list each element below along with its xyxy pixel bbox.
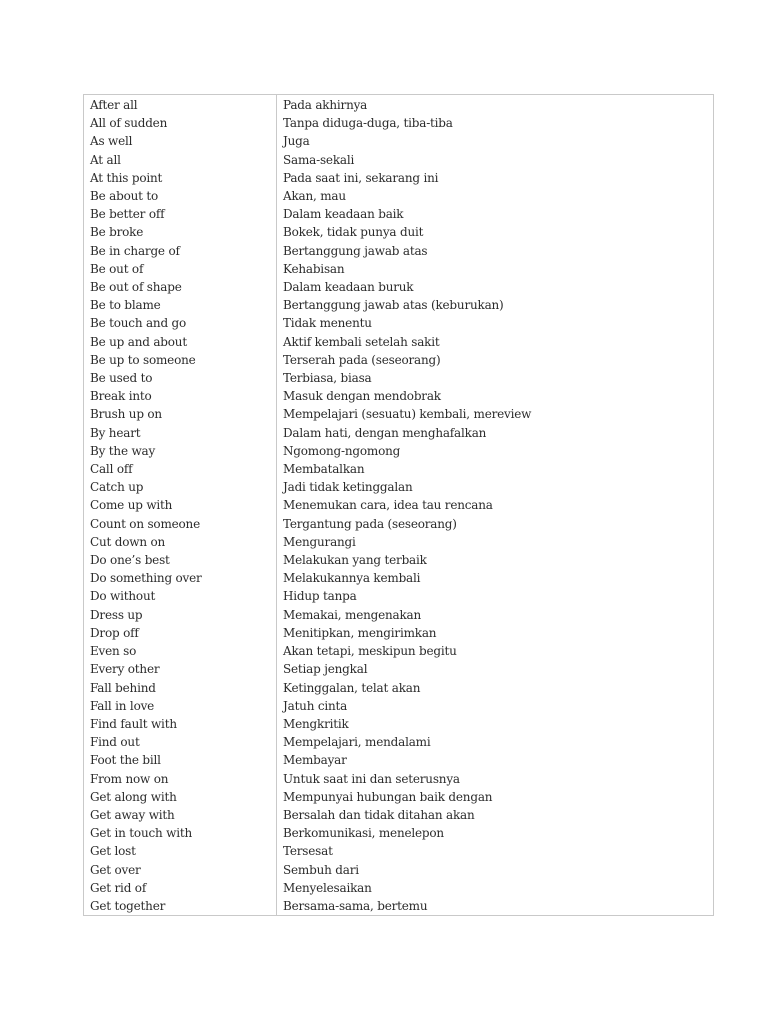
table-row [84,442,714,460]
idiom-term-cell: Dress up [84,606,277,624]
idiom-meaning-cell: Menemukan cara, idea tau rencana [283,498,493,513]
table-row [84,660,714,678]
table-row [84,897,714,916]
idiom-term-cell: Get lost [84,842,277,860]
idiom-term-cell: Fall in love [84,697,277,715]
table-row [84,697,714,715]
table-row [84,387,714,405]
idiom-term-cell: At this point [84,169,277,187]
table-row [84,496,714,514]
idiom-meaning-cell: Terserah pada (seseorang) [283,352,441,367]
idiom-meaning-cell: Mempunyai hubungan baik dengan [283,789,493,804]
table-row [84,751,714,769]
idiom-meaning-cell: Bersama-sama, bertemu [283,898,428,913]
idiom-meaning-cell: Akan tetapi, meskipun begitu [283,644,457,659]
table-row [84,260,714,278]
table-row [84,424,714,442]
table-row [84,314,714,332]
idiom-term-cell: Find out [84,733,277,751]
table-row [84,587,714,605]
table-row [84,806,714,824]
idiom-term-cell: At all [84,151,277,169]
idiom-term-cell: Get rid of [84,879,277,897]
idiom-term-cell: Do something over [84,569,277,587]
idiom-term-cell: Drop off [84,624,277,642]
idiom-term-cell: Be up to someone [84,351,277,369]
idiom-term-cell: Be touch and go [84,314,277,332]
table-row [84,351,714,369]
table-row [84,296,714,314]
idiom-meaning-cell: Bertanggung jawab atas (keburukan) [283,298,504,313]
idiom-term-cell: Get over [84,861,277,879]
idiom-term-cell: Be used to [84,369,277,387]
table-row [84,205,714,223]
idiom-meaning-cell: Tergantung pada (seseorang) [283,516,457,531]
idiom-meaning-cell: Menitipkan, mengirimkan [283,625,437,640]
idiom-meaning-cell: Pada akhirnya [283,98,368,112]
idiom-term-cell: Get along with [84,788,277,806]
idiom-term-cell: As well [84,132,277,150]
idiom-term-cell: Break into [84,387,277,405]
table-row [84,533,714,551]
table-row [84,278,714,296]
table-row [84,369,714,387]
idiom-term-cell: Come up with [84,496,277,514]
table-row [84,515,714,533]
idiom-meaning-cell: Mengurangi [283,534,356,549]
idiom-term-cell: Every other [84,660,277,678]
idiom-meaning-cell: Membayar [283,753,347,768]
idiom-meaning-cell: Melakukan yang terbaik [283,553,427,568]
idiom-term-cell: Get away with [84,806,277,824]
idiom-term-cell: Brush up on [84,405,277,423]
idiom-meaning-cell: Aktif kembali setelah sakit [283,334,440,349]
idiom-meaning-cell: Untuk saat ini dan seterusnya [283,771,460,786]
idiom-meaning-cell: Tersesat [283,844,333,859]
idiom-term-cell: By heart [84,424,277,442]
idiom-term-cell: Get in touch with [84,824,277,842]
table-row [84,223,714,241]
idiom-meaning-cell: Menyelesaikan [283,880,372,895]
idiom-meaning-cell: Bersalah dan tidak ditahan akan [283,807,475,822]
table-row [84,242,714,260]
idiom-meaning-cell: Ketinggalan, telat akan [283,680,421,695]
idiom-term-cell: Be broke [84,223,277,241]
idiom-meaning-cell: Dalam keadaan baik [283,207,404,222]
table-row [84,624,714,642]
table-row [84,715,714,733]
table-row [84,606,714,624]
idiom-meaning-cell: Sama-sekali [283,152,355,167]
table-row [84,551,714,569]
table-row [84,460,714,478]
idiom-term-cell: Be out of shape [84,278,277,296]
table-row [84,824,714,842]
idiom-meaning-cell: Dalam keadaan buruk [283,280,414,295]
idiom-term-cell: Do without [84,587,277,605]
table-row [84,132,714,150]
table-row [84,733,714,751]
idiom-meaning-cell: Tidak menentu [283,316,372,331]
idiom-table [83,94,714,916]
table-row [84,95,714,115]
table-row [84,842,714,860]
idiom-meaning-cell: Dalam hati, dengan menghafalkan [283,425,487,440]
idiom-term-cell: By the way [84,442,277,460]
table-row [84,879,714,897]
idiom-meaning-cell: Setiap jengkal [283,662,368,677]
table-row [84,169,714,187]
table-row [84,679,714,697]
idiom-meaning-cell: Melakukannya kembali [283,571,421,586]
idiom-term-cell: Be to blame [84,296,277,314]
idiom-term-cell: Be about to [84,187,277,205]
table-row [84,187,714,205]
idiom-term-cell: Catch up [84,478,277,496]
table-row [84,333,714,351]
idiom-term-cell: Count on someone [84,515,277,533]
idiom-meaning-cell: Bertanggung jawab atas [283,243,428,258]
idiom-term-cell: Be up and about [84,333,277,351]
idiom-meaning-cell: Ngomong-ngomong [283,443,401,458]
idiom-term-cell: Even so [84,642,277,660]
idiom-meaning-cell: Kehabisan [283,261,345,276]
idiom-meaning-cell: Masuk dengan mendobrak [283,389,441,404]
table-row [84,478,714,496]
idiom-term-cell: Do one’s best [84,551,277,569]
idiom-meaning-cell: Berkomunikasi, menelepon [283,826,444,841]
table-row [84,405,714,423]
table-row [84,861,714,879]
idiom-meaning-cell: Memakai, mengenakan [283,607,422,622]
idiom-term-cell: Cut down on [84,533,277,551]
idiom-term-cell: Find fault with [84,715,277,733]
idiom-meaning-cell: Membatalkan [283,462,365,477]
table-row [84,642,714,660]
idiom-meaning-cell: Mengkritik [283,716,349,731]
idiom-meaning-cell: Akan, mau [283,189,346,204]
idiom-meaning-cell: Terbiasa, biasa [283,371,372,386]
idiom-term-cell: Fall behind [84,679,277,697]
idiom-term-cell: Be out of [84,260,277,278]
idiom-term-cell: All of sudden [84,114,277,132]
idiom-meaning-cell: Jatuh cinta [283,698,348,713]
idiom-term-cell: From now on [84,770,277,788]
idiom-term-cell: Be in charge of [84,242,277,260]
idiom-term-cell: After all [84,95,277,115]
idiom-meaning-cell: Jadi tidak ketinggalan [283,480,413,495]
idiom-meaning-cell: Bokek, tidak punya duit [283,225,424,240]
idiom-term-cell: Call off [84,460,277,478]
table-row [84,151,714,169]
idiom-table-body [84,95,714,916]
idiom-meaning-cell: Juga [283,134,310,149]
idiom-meaning-cell: Mempelajari, mendalami [283,735,431,750]
idiom-meaning-cell: Sembuh dari [283,862,359,877]
idiom-meaning-cell: Pada saat ini, sekarang ini [283,170,439,185]
table-row [84,114,714,132]
table-row [84,569,714,587]
table-row [84,788,714,806]
table-row [84,770,714,788]
idiom-meaning-cell: Tanpa diduga-duga, tiba-tiba [283,116,453,131]
idiom-meaning-cell: Mempelajari (sesuatu) kembali, mereview [283,407,532,422]
idiom-meaning-cell: Hidup tanpa [283,589,357,604]
idiom-term-cell: Get together [84,897,277,916]
idiom-term-cell: Foot the bill [84,751,277,769]
idiom-term-cell: Be better off [84,205,277,223]
